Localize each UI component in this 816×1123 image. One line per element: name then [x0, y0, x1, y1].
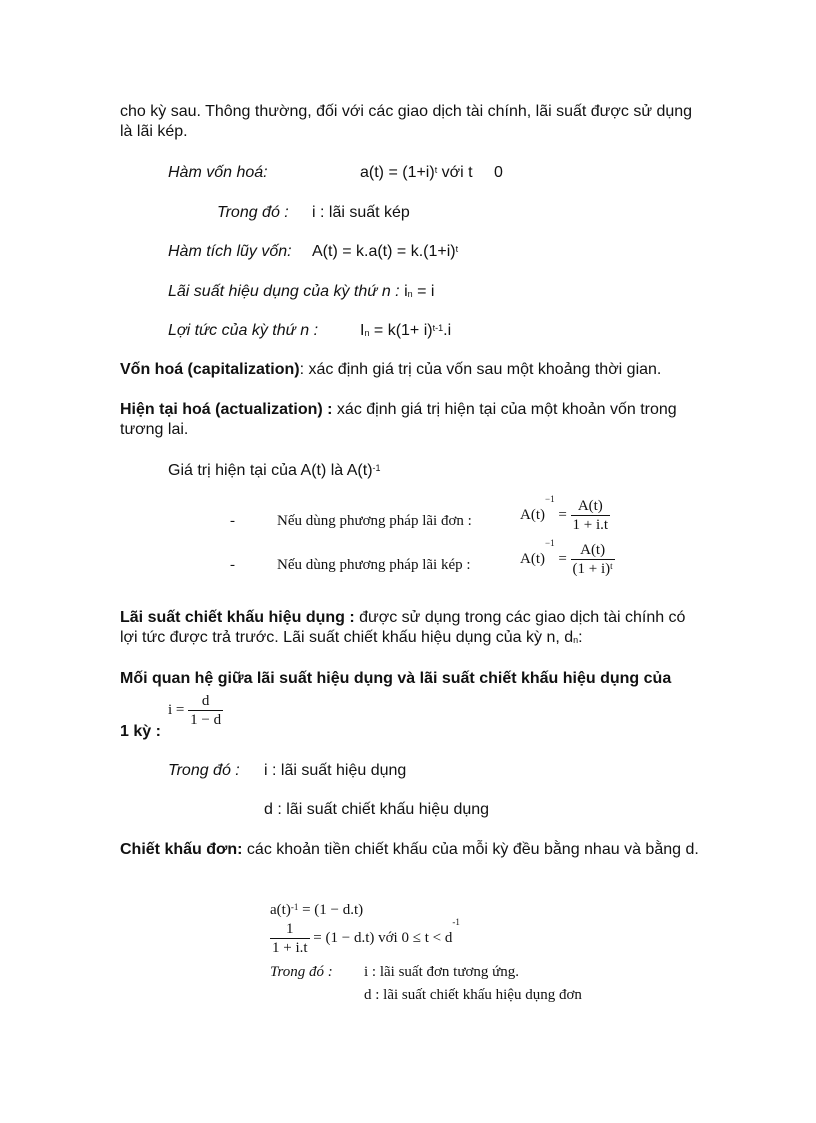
- simple-discount-trong-do: Trong đó :: [270, 964, 333, 980]
- actualization-definition: Hiện tại hoá (actualization) : xác định giá trị hiện tại của một khoản vốn trong tương lai.: [120, 401, 677, 438]
- relationship-formula: i = $\frac{d}{1 - d}$: [168, 693, 222, 728]
- simple-discount-line-2: $\frac{1}{1 + i.t}$ = (1 − d.t) với $0 \le t < d^{-1}$: [272, 917, 460, 956]
- simple-method-formula: $A(t)^{-1}$ = $\frac{A(t)}{1 + i.t}$: [520, 494, 609, 533]
- trong-do-line-2: d : lãi suất chiết khấu hiệu dụng: [264, 801, 490, 818]
- compound-method-fraction: $\frac{A(t)}{(1 + i)^t}$: [572, 542, 613, 577]
- simple-discount-def-1: i : lãi suất đơn tương ứng.: [364, 964, 520, 980]
- simple-method-dash: -: [230, 513, 235, 529]
- interest-label: Lợi tức của kỳ thứ n :: [168, 322, 319, 339]
- accumulation-fn-formula: $A(t) = k.a(t) = k.(1+i)^t$: [312, 243, 459, 260]
- compound-method-label: Nếu dùng phương pháp lãi kép :: [277, 557, 471, 573]
- compound-method-formula: $A(t)^{-1}$ = $\frac{A(t)}{(1 + i)^t}$: [520, 538, 613, 577]
- trong-do-label-1: Trong đó :: [217, 204, 289, 221]
- simple-method-label: Nếu dùng phương pháp lãi đơn :: [277, 513, 472, 529]
- trong-do-line-1: i : lãi suất hiệu dụng: [264, 762, 407, 779]
- simple-discount-fraction: $\frac{1}{1 + i.t}$: [272, 921, 308, 956]
- intro-paragraph: cho kỳ sau. Thông thường, đối với các giao dịch tài chính, lãi suất được sử dụng là lãi kép.: [120, 103, 693, 140]
- simple-method-fraction: $\frac{A(t)}{1 + i.t}$: [572, 498, 609, 533]
- accumulation-fn-label: Hàm tích lũy vốn:: [168, 243, 292, 260]
- interest-formula: $I_n = k(1+ i)^{t-1}.i$: [360, 322, 452, 339]
- trong-do-label-2: Trong đó :: [168, 762, 240, 779]
- relationship-heading: Mối quan hệ giữa lãi suất hiệu dụng và lãi suất chiết khấu hiệu dụng của: [120, 670, 672, 687]
- simple-discount-line-1: $a(t)^{-1} = (1 - d.t)$: [270, 902, 364, 918]
- trong-do-text-1: i : lãi suất kép: [312, 204, 410, 221]
- effective-rate-line: Lãi suất hiệu dụng của kỳ thứ n : $i_n = i$: [168, 283, 435, 300]
- present-value-line: Giá trị hiện tại của A(t) là $A(t)^{-1}$: [168, 462, 381, 479]
- relationship-fraction: $\frac{d}{1 - d}$: [190, 693, 222, 728]
- simple-discount-definition: Chiết khấu đơn: các khoản tiền chiết khấu của mỗi kỳ đều bằng nhau và bằng d.: [120, 841, 699, 858]
- capitalization-fn-zero: 0: [494, 164, 503, 181]
- capitalization-fn-label: Hàm vốn hoá:: [168, 164, 268, 181]
- discount-rate-definition: Lãi suất chiết khấu hiệu dụng : được sử dụng trong các giao dịch tài chính có lợi tức được trả trước. Lãi suất chiết khấu hiệu dụng của kỳ n, $d_n$:: [120, 609, 686, 646]
- capitalization-definition: Vốn hoá (capitalization): xác định giá trị của vốn sau một khoảng thời gian.: [120, 361, 662, 378]
- relationship-heading-cont: 1 kỳ :: [120, 723, 161, 740]
- capitalization-fn-formula: $a(t) = (1+i)^t$ với t: [360, 164, 473, 181]
- simple-discount-def-2: d : lãi suất chiết khấu hiệu dụng đơn: [364, 987, 582, 1003]
- compound-method-dash: -: [230, 557, 235, 573]
